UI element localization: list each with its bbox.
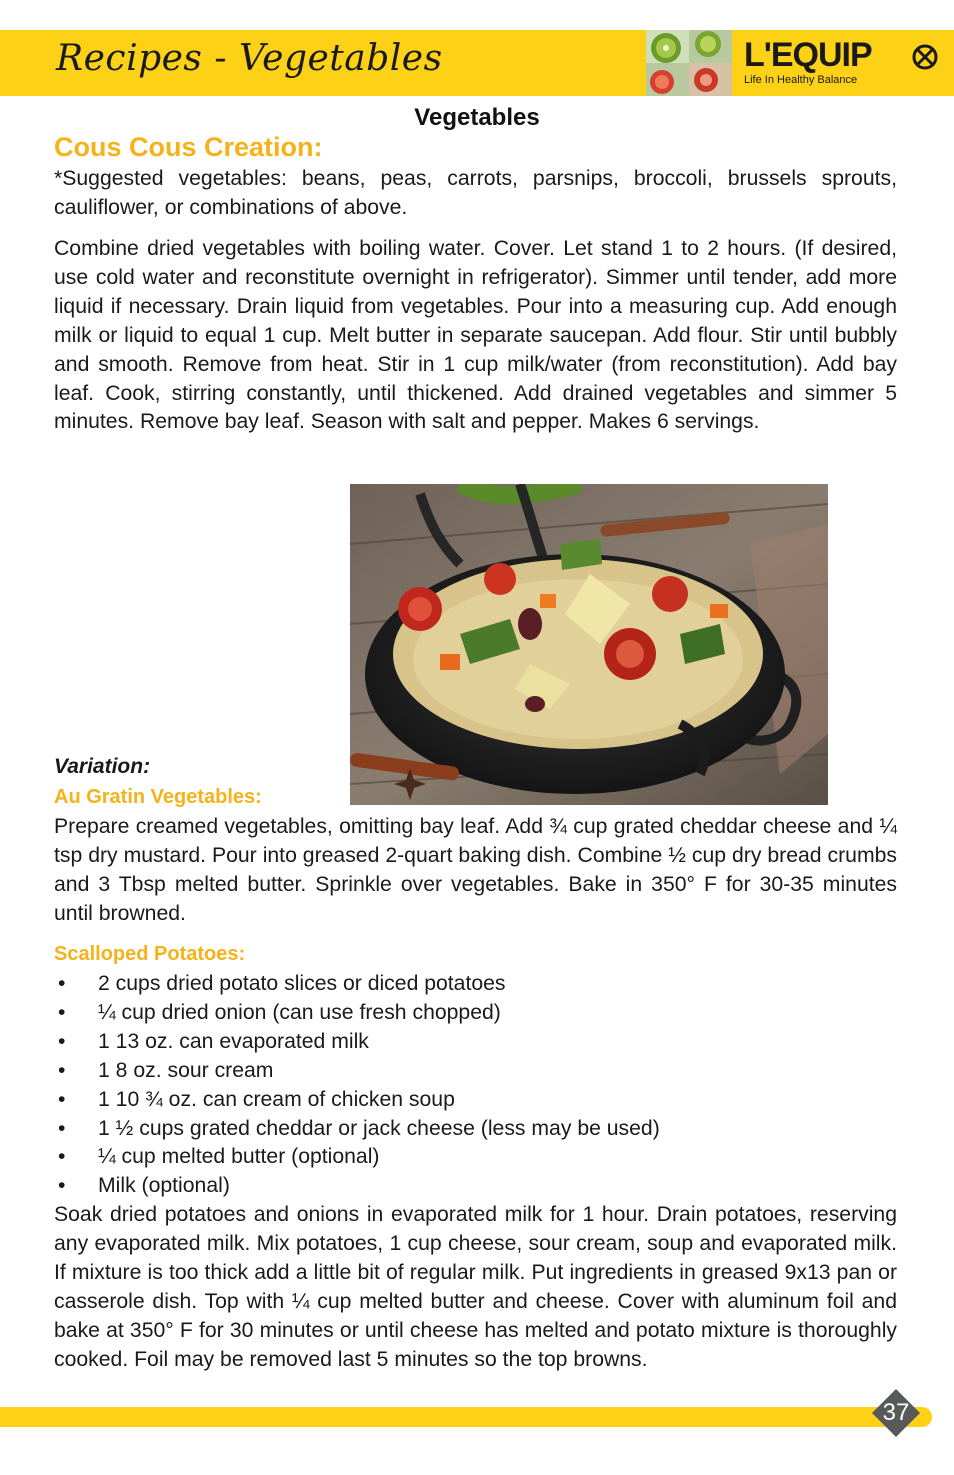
ingredient-text: ¼ cup dried onion (can use fresh chopped) [98,1000,501,1024]
ingredient-text: 1 8 oz. sour cream [98,1058,274,1082]
list-item [54,1143,897,1172]
page-number: 37 [882,1399,910,1426]
scalloped-potatoes-directions: Soak dried potatoes and onions in evaporated milk for 1 hour. Drain potatoes, reserving any evaporated milk. Mix potatoes, 1 cup cheese, sour cream, soup and evaporated milk. If mixture is too thick add a little bit of regular milk. Put ingredients in greased 9x13 pan or casserole dish. Top with ¼ cup melted butter and cheese. Cover with aluminum foil and bake at 350° F for 30 minutes or until cheese has melted and potato mixture is thoroughly cooked. Foil may be removed last 5 minutes so the top browns. [54,1203,897,1371]
logo-tagline: Life In Healthy Balance [744,74,858,86]
logo-emblem-icon [912,44,938,70]
variation-label: Variation: [54,755,151,778]
list-item [54,1115,897,1144]
bullet: • [58,972,66,995]
couscous-pan-photo [350,484,828,805]
ingredient-text: ¼ cup melted butter (optional) [98,1145,380,1169]
list-item [54,999,897,1028]
bullet: • [58,1145,66,1169]
recipe-directions: Combine dried vegetables with boiling water. Cover. Let stand 1 to 2 hours. (If desired, use cold water and reconstitute overnight in refrigerator). Simmer until tender, add more liquid if necessary. Drain liquid from vegetables. Pour into a measuring cup. Add enough milk or liquid to equal 1 cup. Melt butter in separate saucepan. Add flour. Stir until bubbly and smooth. Remove from heat. Stir in 1 cup milk/water (from reconstitution). Add bay leaf. Cook, stirring constantly, until thickened. Add drained vegetables and simmer 5 minutes. Remove bay leaf. Season with salt and pepper. Makes 6 servings. [54,237,897,434]
bullet: • [58,1174,66,1198]
list-item [54,1086,897,1115]
au-gratin-directions: Prepare creamed vegetables, omitting bay leaf. Add ¾ cup grated cheddar cheese and ¼ tsp dry mustard. Pour into greased 2-quart baking dish. Combine ½ cup dry bread crumbs and 3 Tbsp melted butter. Sprinkle over vegetables. Bake in 350° F for 30-35 minutes until browned. [54,815,897,925]
ingredient-text: 1 10 ¾ oz. can cream of chicken soup [98,1087,455,1111]
suggested-vegetables: *Suggested vegetables: beans, peas, carrots, parsnips, broccoli, brussels sprouts, cauliflower, or combinations of above. [54,167,897,219]
list-item [54,1057,897,1086]
ingredient-text: Milk (optional) [98,1174,230,1198]
ingredient-text: 1 ½ cups grated cheddar or jack cheese (less may be used) [98,1116,660,1140]
ingredient-text: 1 13 oz. can evaporated milk [98,1029,369,1053]
ingredient-list [54,970,897,1201]
recipe-title: Cous Cous Creation: [54,132,323,162]
bullet: • [58,1087,66,1111]
list-item [54,970,897,999]
brand-logo [732,30,954,96]
footer-bar [0,1407,932,1427]
ingredient-text: 2 cups dried potato slices or diced potatoes [98,972,506,995]
logo-text: L'EQUIP [744,36,872,74]
bullet: • [58,1116,66,1140]
list-item [54,1172,897,1201]
fruit-photo [646,30,732,96]
page-heading: Vegetables [414,104,540,131]
bullet: • [58,1058,66,1082]
bullet: • [58,1000,66,1024]
section-title: Recipes - Vegetables [56,38,443,79]
scalloped-potatoes-title: Scalloped Potatoes: [54,943,246,965]
au-gratin-title: Au Gratin Vegetables: [54,786,262,808]
list-item [54,1028,897,1057]
bullet: • [58,1029,66,1053]
